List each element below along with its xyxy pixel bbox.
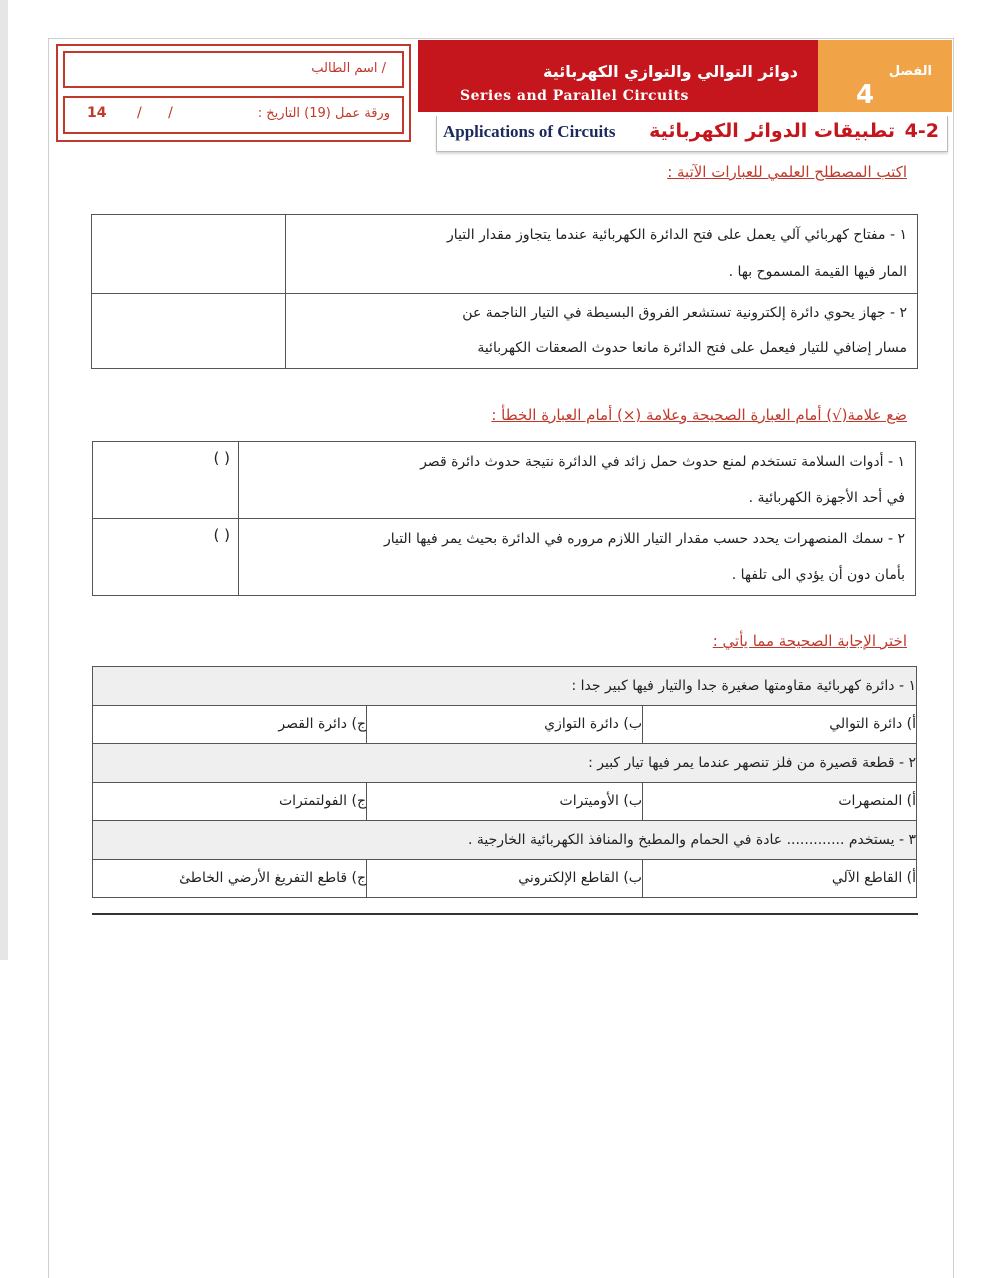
student-name-field[interactable] [63, 51, 404, 88]
chapter-badge [818, 40, 952, 112]
table-row [93, 519, 916, 596]
window-scrollbar[interactable] [0, 0, 8, 960]
table-row [92, 215, 918, 294]
section-title-en: Applications of Circuits [443, 122, 616, 141]
table-row [93, 442, 916, 519]
worksheet-label: ورقة عمل (19) التاريخ : [257, 106, 390, 121]
mc-question-3: ٣ - يستخدم ............. عادة في الحمام والمطبخ والمنافذ الكهربائية الخارجية . [93, 821, 917, 860]
mc-q1-option-a[interactable]: أ) دائرة التوالي [643, 706, 917, 744]
chapter-number: 4 [856, 80, 875, 110]
mc-question-1: ١ - دائرة كهربائية مقاومتها صغيرة جدا والتيار فيها كبير جدا : [93, 667, 917, 706]
student-info-box [56, 44, 411, 142]
bottom-divider [92, 913, 918, 915]
table-row [93, 821, 917, 860]
section1-table [91, 214, 918, 369]
mc-q3-option-c[interactable]: ج) قاطع التفريغ الأرضي الخاطئ [93, 860, 367, 898]
statement-1-line2: في أحد الأجهزة الكهربائية . [748, 490, 905, 506]
question-1-line1: ١ - مفتاح كهربائي آلي يعمل على فتح الدائرة الكهربائية عندما يتجاوز مقدار التيار [447, 227, 907, 243]
banner-title-ar: دوائر التوالي والتوازي الكهربائية [543, 62, 798, 81]
question-cell-2 [286, 294, 918, 369]
question-2-line2: مسار إضافي للتيار فيعمل على فتح الدائرة مانعا حدوث الصعقات الكهربائية [477, 340, 907, 356]
chapter-banner [418, 40, 818, 112]
truefalse-statement-1 [239, 442, 916, 519]
table-row [93, 783, 917, 821]
paren-2: ( ) [213, 526, 230, 544]
truefalse-answer-2[interactable] [93, 519, 239, 596]
section2-table [92, 441, 916, 596]
mc-q2-option-c[interactable]: ج) الفولتمترات [93, 783, 367, 821]
statement-2-line1: ٢ - سمك المنصهرات يحدد حسب مقدار التيار اللازم مروره في الدائرة بحيث يمر فيها التيار [383, 531, 905, 547]
mc-q3-option-a[interactable]: أ) القاطع الآلي [643, 860, 917, 898]
table-row [93, 860, 917, 898]
section3-instruction: اختر الإجابة الصحيحة مما يأتي : [712, 632, 907, 650]
section1-instruction: اكتب المصطلح العلمي للعبارات الآتية : [667, 163, 907, 181]
truefalse-answer-1[interactable] [93, 442, 239, 519]
mc-q2-option-b[interactable]: ب) الأوميترات [367, 783, 643, 821]
table-row [93, 667, 917, 706]
question-2-line1: ٢ - جهاز يحوي دائرة إلكترونية تستشعر الفروق البسيطة في التيار الناجمة عن [462, 305, 907, 321]
mc-q2-option-a[interactable]: أ) المنصهرات [643, 783, 917, 821]
section2-instruction: ضع علامة(√) أمام العبارة الصحيحة وعلامة (×) أمام العبارة الخطأ : [491, 406, 907, 424]
section3-table [92, 666, 917, 898]
question-cell-1 [286, 215, 918, 294]
chapter-label: الفصل [888, 64, 932, 79]
section-number: 4-2 [904, 120, 939, 142]
answer-cell-2[interactable] [92, 294, 286, 369]
date-year: 14 [87, 105, 107, 121]
mc-q3-option-b[interactable]: ب) القاطع الإلكتروني [367, 860, 643, 898]
statement-2-line2: بأمان دون أن يؤدي الى تلفها . [731, 567, 905, 583]
answer-cell-1[interactable] [92, 215, 286, 294]
section-title-ar: تطبيقات الدوائر الكهربائية [649, 120, 895, 142]
paren-1: ( ) [213, 449, 230, 467]
table-row [93, 706, 917, 744]
mc-q1-option-b[interactable]: ب) دائرة التوازي [367, 706, 643, 744]
student-name-label: اسم الطالب / [311, 61, 386, 76]
table-row [93, 744, 917, 783]
table-row [92, 294, 918, 369]
mc-q1-option-c[interactable]: ج) دائرة القصر [93, 706, 367, 744]
section-title [436, 116, 948, 152]
truefalse-statement-2 [239, 519, 916, 596]
worksheet-date-field[interactable] [63, 96, 404, 134]
banner-title-en: Series and Parallel Circuits [460, 88, 689, 104]
mc-question-2: ٢ - قطعة قصيرة من فلز تنصهر عندما يمر فيها تيار كبير : [93, 744, 917, 783]
statement-1-line1: ١ - أدوات السلامة تستخدم لمنع حدوث حمل زائد في الدائرة نتيجة حدوث دائرة قصر [420, 454, 905, 470]
date-slashes: / / [137, 105, 173, 121]
question-1-line2: المار فيها القيمة المسموح بها . [728, 264, 907, 280]
